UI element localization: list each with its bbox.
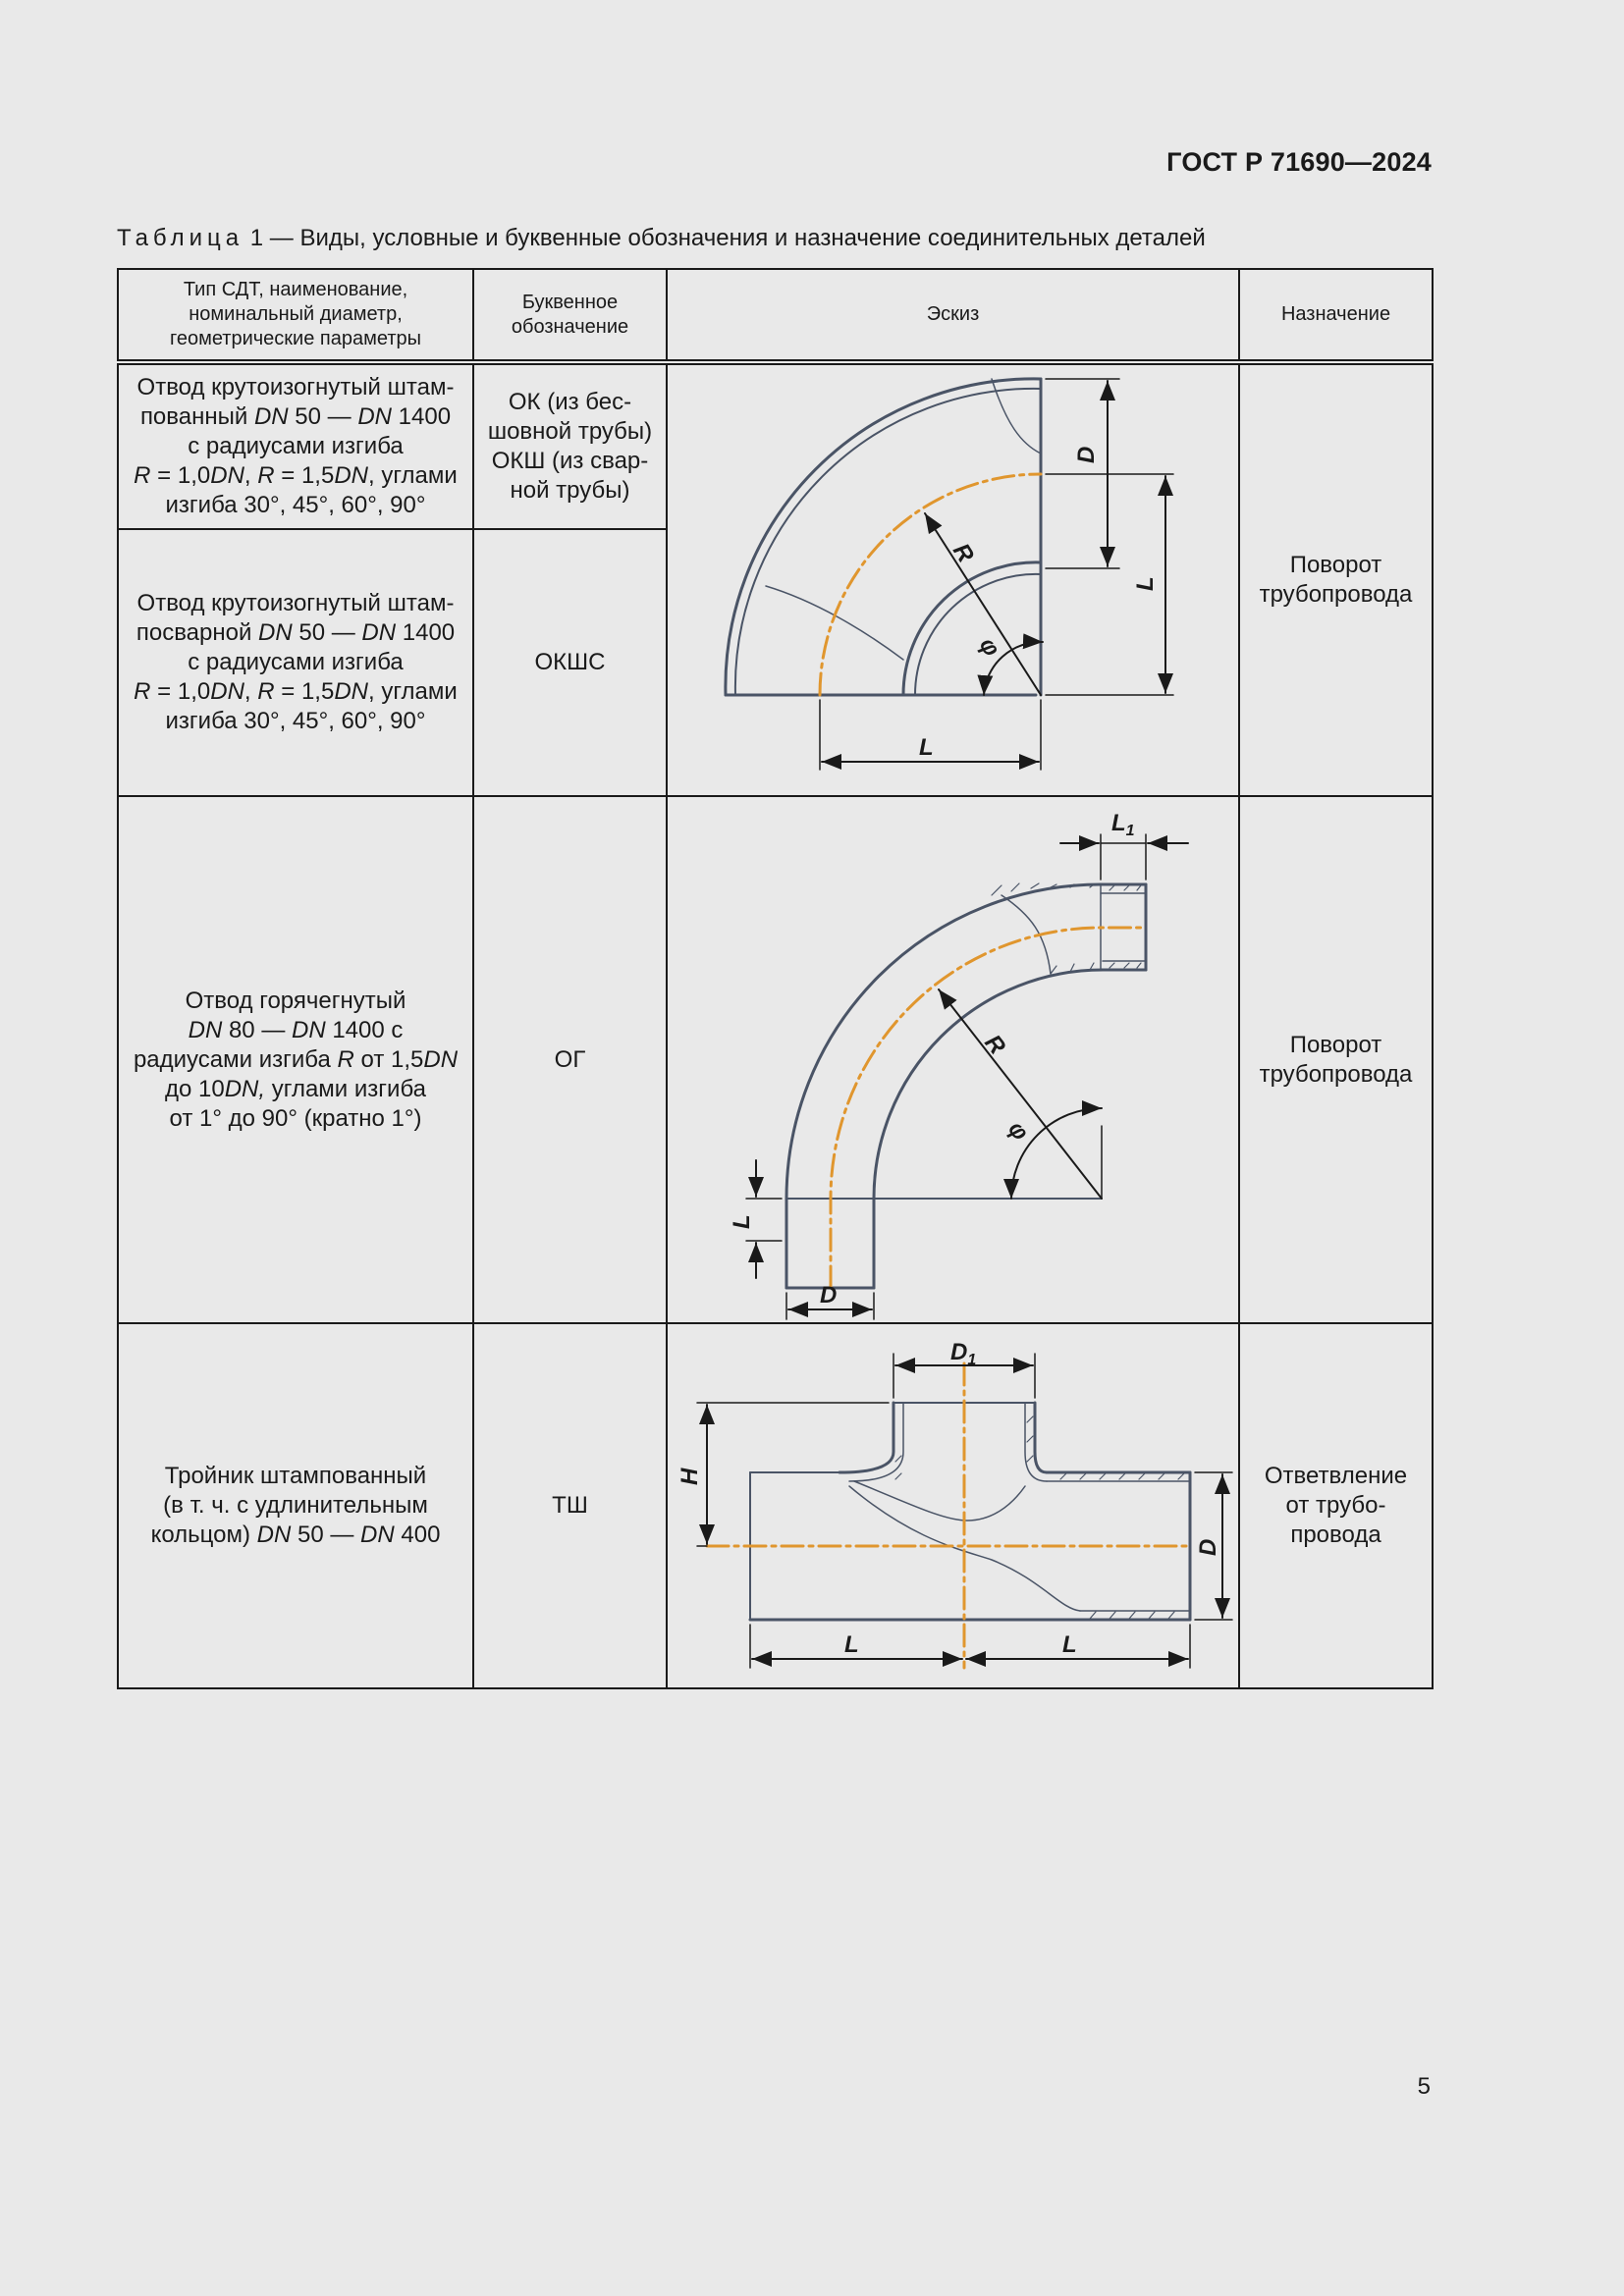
table-row — [118, 1323, 1433, 1688]
label-R: R — [947, 538, 979, 567]
label-D: D — [1195, 1538, 1221, 1556]
row-type-cell: Тройник штампованный (в т. ч. с удлинительным кольцом) DN 50 — DN 400 — [118, 1323, 473, 1688]
row-purpose-cell: Поворот трубопровода — [1239, 362, 1433, 796]
table-row — [118, 796, 1433, 1323]
header-purpose: Назначение — [1239, 269, 1433, 362]
row-code-cell: ТШ — [473, 1323, 667, 1688]
page-number: 5 — [1417, 2073, 1431, 2100]
label-D: D — [820, 1282, 838, 1308]
table-caption — [117, 225, 1206, 252]
label-phi: φ — [1002, 1116, 1034, 1147]
label-L-left: L — [844, 1631, 859, 1658]
label-L1-sub: 1 — [1125, 823, 1135, 839]
sketch-elbow-hot-bent — [667, 796, 1239, 1323]
table-header-row — [118, 269, 1433, 362]
sketch-elbow-stamped — [667, 362, 1239, 796]
header-sketch: Эскиз — [667, 269, 1239, 362]
label-L-right: L — [1062, 1631, 1077, 1658]
table-caption-prefix: Таблица — [117, 225, 244, 251]
label-L1 — [1111, 810, 1135, 839]
header-type: Тип СДТ, наименование, номинальный диаметр, геометрические параметры — [118, 269, 473, 362]
document-code: ГОСТ Р 71690—2024 — [1166, 147, 1432, 177]
row-type-cell: Отвод горячегнутый DN 80 — DN 1400 с радиусами изгиба R от 1,5DN до 10DN, углами изгиба от 1° до 90° (кратно 1°) — [118, 796, 473, 1323]
row-code-cell: ОКШС — [473, 529, 667, 796]
label-L-bottom: L — [919, 734, 934, 761]
row-type-cell: Отвод крутоизогнутый штам- пованный DN 50 — DN 1400 с радиусами изгиба R = 1,0DN, R = 1,5DN, углами изгиба 30°, 45°, 60°, 90° — [118, 362, 473, 529]
row-type-cell: Отвод крутоизогнутый штам- посварной DN 50 — DN 1400 с радиусами изгиба R = 1,0DN, R = 1,5DN, углами изгиба 30°, 45°, 60°, 90° — [118, 529, 473, 796]
sketch-tee-stamped — [667, 1323, 1239, 1688]
label-L-vertical: L — [1132, 576, 1159, 591]
label-D: D — [1073, 446, 1100, 463]
row-code-cell: ОГ — [473, 796, 667, 1323]
row-code-cell: ОК (из бес- шовной трубы) ОКШ (из свар- ной трубы) — [473, 362, 667, 529]
fittings-table — [117, 268, 1434, 1689]
label-D1 — [950, 1339, 976, 1368]
label-L: L — [729, 1214, 755, 1229]
elbow-stamped-drawing — [668, 365, 1240, 795]
table-caption-text: 1 — Виды, условные и буквенные обозначения и назначение соединительных деталей — [244, 225, 1206, 251]
label-D1-sub: 1 — [967, 1352, 977, 1368]
tee-stamped-drawing — [668, 1324, 1240, 1687]
elbow-hot-bent-drawing — [668, 797, 1240, 1322]
label-H: H — [677, 1468, 703, 1485]
label-L1-base: L — [1111, 810, 1126, 836]
header-code: Буквенное обозначение — [473, 269, 667, 362]
table-row — [118, 362, 1433, 529]
label-phi: φ — [973, 632, 1005, 662]
row-purpose-cell: Поворот трубопровода — [1239, 796, 1433, 1323]
row-purpose-cell: Ответвление от трубо- провода — [1239, 1323, 1433, 1688]
label-D1-base: D — [950, 1339, 968, 1365]
label-R: R — [979, 1030, 1011, 1060]
